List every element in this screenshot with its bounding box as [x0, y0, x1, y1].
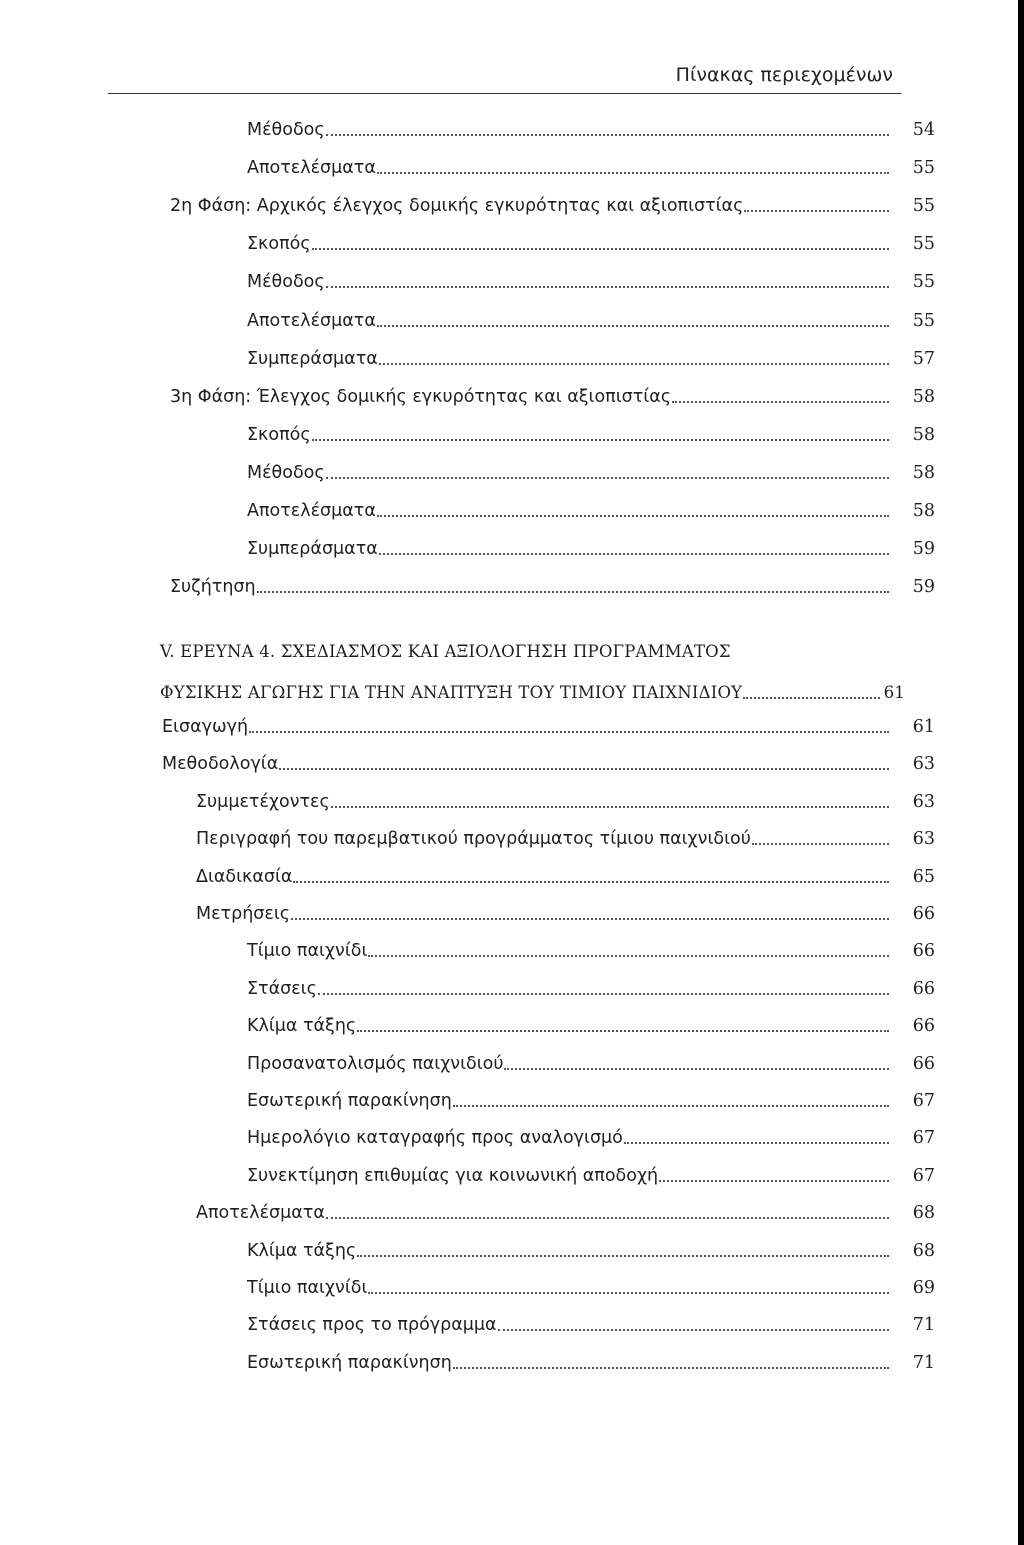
page-number: 58 — [912, 501, 935, 521]
toc-entry — [170, 383, 935, 411]
page-number: 61 — [883, 683, 905, 702]
toc-entry-label: Κλίμα τάξης — [247, 1240, 357, 1261]
dot-leader — [318, 993, 889, 995]
toc-entry — [247, 1237, 935, 1265]
toc-entry — [247, 1349, 935, 1377]
toc-entry — [170, 192, 935, 220]
page-number: 67 — [912, 1165, 935, 1186]
page-number: 68 — [912, 1240, 935, 1261]
toc-entry-label: Μέθοδος — [247, 462, 325, 483]
toc-entry — [247, 1012, 935, 1040]
dot-leader — [326, 286, 889, 288]
toc-entry-label: Μέθοδος — [247, 272, 325, 293]
toc-entry — [247, 1162, 935, 1190]
toc-entry-label: 2η Φάση: Αρχικός έλεγχος δομικής εγκυρότητας και αξιοπιστίας — [170, 196, 744, 217]
page-number: 61 — [912, 717, 935, 737]
dot-leader — [279, 768, 889, 770]
page-number: 71 — [912, 1352, 935, 1373]
page-number: 55 — [912, 158, 935, 179]
dot-leader — [659, 1180, 889, 1182]
toc-entry — [247, 535, 935, 563]
toc-entry — [247, 1274, 935, 1302]
toc-entry — [247, 268, 935, 296]
dot-leader — [257, 591, 889, 593]
page-number: 71 — [912, 1315, 935, 1336]
toc-entry — [162, 713, 935, 741]
toc-entry-label: Μέθοδος — [247, 120, 325, 140]
toc-entry — [247, 116, 935, 144]
dot-leader — [624, 1142, 889, 1144]
page-number: 66 — [912, 904, 935, 924]
toc-entry-label: Σκοπός — [247, 234, 311, 255]
page-number: 63 — [912, 754, 935, 775]
page-number: 63 — [912, 829, 935, 850]
dot-leader — [672, 401, 889, 403]
dot-leader — [368, 1292, 889, 1294]
toc-entry-label: Συμμετέχοντες — [196, 791, 330, 812]
toc-entry-label: Διαδικασία — [196, 866, 293, 887]
toc-entry-label: Εσωτερική παρακίνηση — [247, 1352, 452, 1373]
toc-entry-label: Ημερολόγιο καταγραφής προς αναλογισμό — [247, 1128, 623, 1149]
toc-entry-label: Περιγραφή του παρεμβατικού προγράμματος τίμιου παιχνιδιού — [196, 829, 751, 850]
toc-entry — [247, 1050, 935, 1078]
toc-entry — [247, 459, 935, 487]
dot-leader — [312, 248, 889, 250]
page-number: 55 — [912, 234, 935, 255]
toc-entry — [196, 900, 935, 928]
chapter-heading-line1: V. ΕΡΕΥΝΑ 4. ΣΧΕΔΙΑΣΜΟΣ ΚΑΙ ΑΞΙΟΛΟΓΗΣΗ ΠΡΟΓΡΑΜΜΑΤΟΣ — [160, 642, 731, 661]
toc-entry-label: Εσωτερική παρακίνηση — [247, 1091, 452, 1111]
page-number: 55 — [912, 196, 935, 217]
toc-entry-label: Στάσεις προς το πρόγραμμα — [247, 1315, 497, 1336]
dot-leader — [498, 1329, 889, 1331]
page-number: 55 — [912, 272, 935, 293]
toc-entry-label: Συνεκτίμηση επιθυμίας για κοινωνική αποδοχή — [247, 1165, 659, 1186]
toc-entry — [162, 750, 935, 778]
dot-leader — [743, 697, 879, 699]
toc-entry-label: 3η Φάση: Έλεγχος δομικής εγκυρότητας και αξιοπιστίας — [170, 386, 671, 407]
toc-entry — [247, 1124, 935, 1152]
toc-entry — [196, 1199, 935, 1227]
toc-entry — [247, 975, 935, 1003]
toc-entry-label: Συμπεράσματα — [247, 539, 378, 560]
page-number: 57 — [912, 348, 935, 369]
page-number: 69 — [912, 1278, 935, 1298]
dot-leader — [326, 477, 889, 479]
toc-entry-label: Μεθοδολογία — [162, 754, 279, 775]
dot-leader — [377, 515, 889, 517]
page-number: 67 — [912, 1091, 935, 1111]
page-number: 54 — [912, 120, 935, 140]
toc-entry-label: Τίμιο παιχνίδι — [247, 1278, 368, 1298]
toc-entry — [247, 307, 935, 335]
dot-leader — [377, 325, 889, 327]
dot-leader — [744, 210, 889, 212]
dot-leader — [504, 1068, 889, 1070]
page-number: 58 — [912, 424, 935, 445]
page-number: 63 — [912, 791, 935, 812]
toc-entry-label: Σκοπός — [247, 424, 311, 445]
dot-leader — [312, 439, 889, 441]
page-number: 65 — [912, 866, 935, 887]
toc-entry-label: Προσανατολισμός παιχνιδιού — [247, 1053, 504, 1074]
dot-leader — [453, 1367, 889, 1369]
toc-entry — [247, 1087, 935, 1115]
dot-leader — [291, 918, 889, 920]
page-number: 68 — [912, 1203, 935, 1224]
page-number: 59 — [912, 539, 935, 560]
dot-leader — [326, 1217, 889, 1219]
chapter-heading-line2 — [160, 679, 905, 707]
toc-entry-label: Στάσεις — [247, 978, 317, 999]
page-number: 66 — [912, 978, 935, 999]
page-number: 58 — [912, 386, 935, 407]
toc-entry-label: Αποτελέσματα — [247, 501, 376, 521]
dot-leader — [752, 843, 889, 845]
dot-leader — [357, 1030, 889, 1032]
toc-entry — [247, 345, 935, 373]
toc-entry-label: Αποτελέσματα — [247, 158, 376, 179]
toc-entry — [247, 421, 935, 449]
page-number: 59 — [912, 577, 935, 598]
page-number: 67 — [912, 1128, 935, 1149]
dot-leader — [331, 806, 889, 808]
dot-leader — [326, 134, 889, 136]
toc-entry-label: Αποτελέσματα — [196, 1203, 325, 1224]
page-number: 66 — [912, 1016, 935, 1037]
page-number: 58 — [912, 462, 935, 483]
toc-entry — [196, 825, 935, 853]
toc-entry — [170, 573, 935, 601]
toc-entry — [196, 788, 935, 816]
dot-leader — [453, 1105, 889, 1107]
toc-entry-label: Αποτελέσματα — [247, 310, 376, 331]
dot-leader — [368, 955, 889, 957]
dot-leader — [379, 553, 889, 555]
toc-entry-label: Τίμιο παιχνίδι — [247, 941, 368, 962]
toc-entry — [247, 154, 935, 182]
chapter-heading-text: ΦΥΣΙΚΗΣ ΑΓΩΓΗΣ ΓΙΑ ΤΗΝ ΑΝΑΠΤΥΞΗ ΤΟΥ ΤΙΜΙΟΥ ΠΑΙΧΝΙΔΙΟΥ — [160, 683, 743, 702]
toc-entry — [247, 497, 935, 525]
toc-entry-label: Κλίμα τάξης — [247, 1016, 357, 1037]
toc-entry-label: Συζήτηση — [170, 577, 256, 598]
dot-leader — [249, 731, 889, 733]
toc-entry — [196, 863, 935, 891]
toc-entry-label: Συμπεράσματα — [247, 348, 378, 369]
header-rule — [108, 93, 901, 94]
toc-entry — [247, 937, 935, 965]
toc-entry — [247, 1311, 935, 1339]
dot-leader — [379, 363, 889, 365]
dot-leader — [377, 172, 889, 174]
toc-entry — [247, 230, 935, 258]
dot-leader — [357, 1255, 889, 1257]
page-number: 66 — [912, 1053, 935, 1074]
toc-entry-label: Μετρήσεις — [196, 904, 291, 924]
page-number: 66 — [912, 941, 935, 962]
page-number: 55 — [912, 310, 935, 331]
toc-entry-label: Εισαγωγή — [162, 717, 249, 737]
dot-leader — [293, 881, 889, 883]
running-header: Πίνακας περιεχομένων — [675, 64, 893, 86]
